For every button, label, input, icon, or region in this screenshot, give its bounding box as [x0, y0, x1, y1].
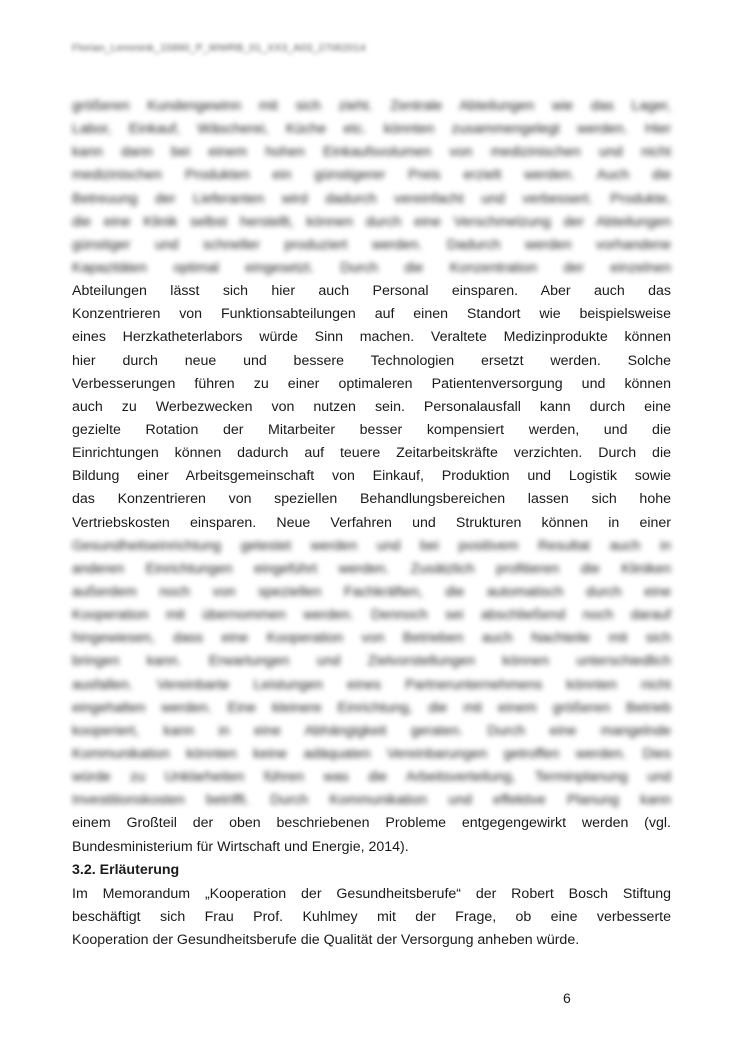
text-line: Konzentrieren von Funktionsabteilungen auf einen Standort wie beispielsweise [72, 306, 671, 323]
text-line: Bildung einer Arbeitsgemeinschaft von Einkauf, Produktion und Logistik sowie [72, 468, 671, 485]
text-line: ausfallen. Vereinbarte Leistungen eines Partnerunternehmens könnten nicht [72, 676, 671, 693]
text-line: einem Großteil der oben beschriebenen Probleme entgegengewirkt werden (vgl. [72, 815, 671, 832]
text-line: Abteilungen lässt sich hier auch Personal einsparen. Aber auch das [72, 283, 671, 300]
text-line: eines Herzkatheterlabors würde Sinn machen. Veraltete Medizinprodukte können [72, 329, 671, 346]
text-line: kann dann bei einem hohen Einkaufsvolumen von medizinischen und nicht [72, 144, 671, 161]
text-line: Bundesministerium für Wirtschaft und Energie, 2014). [72, 838, 409, 855]
text-line: hingewiesen, dass eine Kooperation von Betrieben auch Nachteile mit sich [72, 630, 671, 647]
text-line: außerdem noch von speziellen Fachkräften, die automatisch durch eine [72, 583, 671, 600]
text-line: gezielte Rotation der Mitarbeiter besser kompensiert werden, und die [72, 421, 671, 438]
text-line: das Konzentrieren von speziellen Behandlungsbereichen lassen sich hohe [72, 491, 671, 508]
clear-paragraph-middle [72, 280, 671, 535]
text-line: Investitionskosten betrifft. Durch Kommunikation und effektive Planung kann [72, 792, 671, 809]
text-line: Kapazitäten optimal eingesetzt. Durch die Konzentration der einzelnen [72, 259, 671, 276]
text-line: würde zu Unklarheiten führen was die Arbeitsverteilung, Terminplanung und [72, 769, 671, 786]
text-line: bringen kann. Erwartungen und Zielvorstellungen können unterschiedlich [72, 653, 671, 670]
text-line: Vertriebskosten einsparen. Neue Verfahren und Strukturen können in einer [72, 514, 671, 531]
blurred-paragraph-top [72, 95, 671, 280]
text-line: Gesundheitseinrichtung getestet werden und bei positivem Resultat auch in [72, 537, 671, 554]
text-line: eingehalten werden. Eine kleinere Einrichtung, die mit einem größeren Betrieb [72, 699, 671, 716]
text-line: die eine Klinik selbst herstellt, können durch eine Verschmelzung der Abteilungen [72, 213, 671, 230]
text-line: größeren Kundengewinn mit sich zieht. Zentrale Abteilungen wie das Lager, [72, 98, 671, 114]
text-line: beschäftigt sich Frau Prof. Kuhlmey mit der Frage, ob eine verbesserte [72, 909, 671, 926]
text-line: anderen Einrichtungen eingeführt werden. Zusätzlich profitieren die Kliniken [72, 560, 671, 577]
text-line: Im Memorandum „Kooperation der Gesundheitsberufe“ der Robert Bosch Stiftung [72, 886, 671, 902]
text-line: hier durch neue und bessere Technologien ersetzt werden. Solche [72, 352, 671, 369]
document-header-filename: Florian_Lemmink_15890_P_WWRB_01_XX3_A03_27062014 [72, 42, 366, 54]
blurred-paragraph-bottom [72, 535, 671, 813]
text-line: auch zu Werbezwecken von nutzen sein. Personalausfall kann durch eine [72, 398, 671, 415]
text-line: Einrichtungen können dadurch auf teuere Zeitarbeitskräfte verzichten. Durch die [72, 445, 671, 462]
text-line: medizinischen Produkten ein günstigerer Preis erzielt werden. Auch die [72, 167, 671, 184]
text-line: kooperiert, kann in eine Abhängigkeit geraten. Durch eine mangelnde [72, 722, 671, 739]
clear-paragraph-end [72, 812, 671, 858]
section-heading: 3.2. Erläuterung [72, 862, 180, 878]
text-line: Labor, Einkauf, Wäscherei, Küche etc. könnten zusammengelegt werden. Hier [72, 121, 671, 138]
body-text [72, 95, 671, 859]
section-paragraph [72, 883, 671, 952]
page-number: 6 [563, 990, 571, 1006]
text-line: günstiger und schneller produziert werden. Dadurch werden vorhandene [72, 236, 671, 253]
text-line: Betreuung der Lieferanten wird dadurch vereinfacht und verbessert. Produkte, [72, 190, 671, 207]
text-line: Kooperation mit übernommen werden. Dennoch sei abschließend noch darauf [72, 607, 671, 624]
text-line: Kommunikation könnten keine adäquaten Vereinbarungen getroffen werden. Dies [72, 745, 671, 762]
text-line: Verbesserungen führen zu einer optimaleren Patientenversorgung und können [72, 375, 671, 392]
text-line: Kooperation der Gesundheitsberufe die Qualität der Versorgung anheben würde. [72, 932, 580, 949]
